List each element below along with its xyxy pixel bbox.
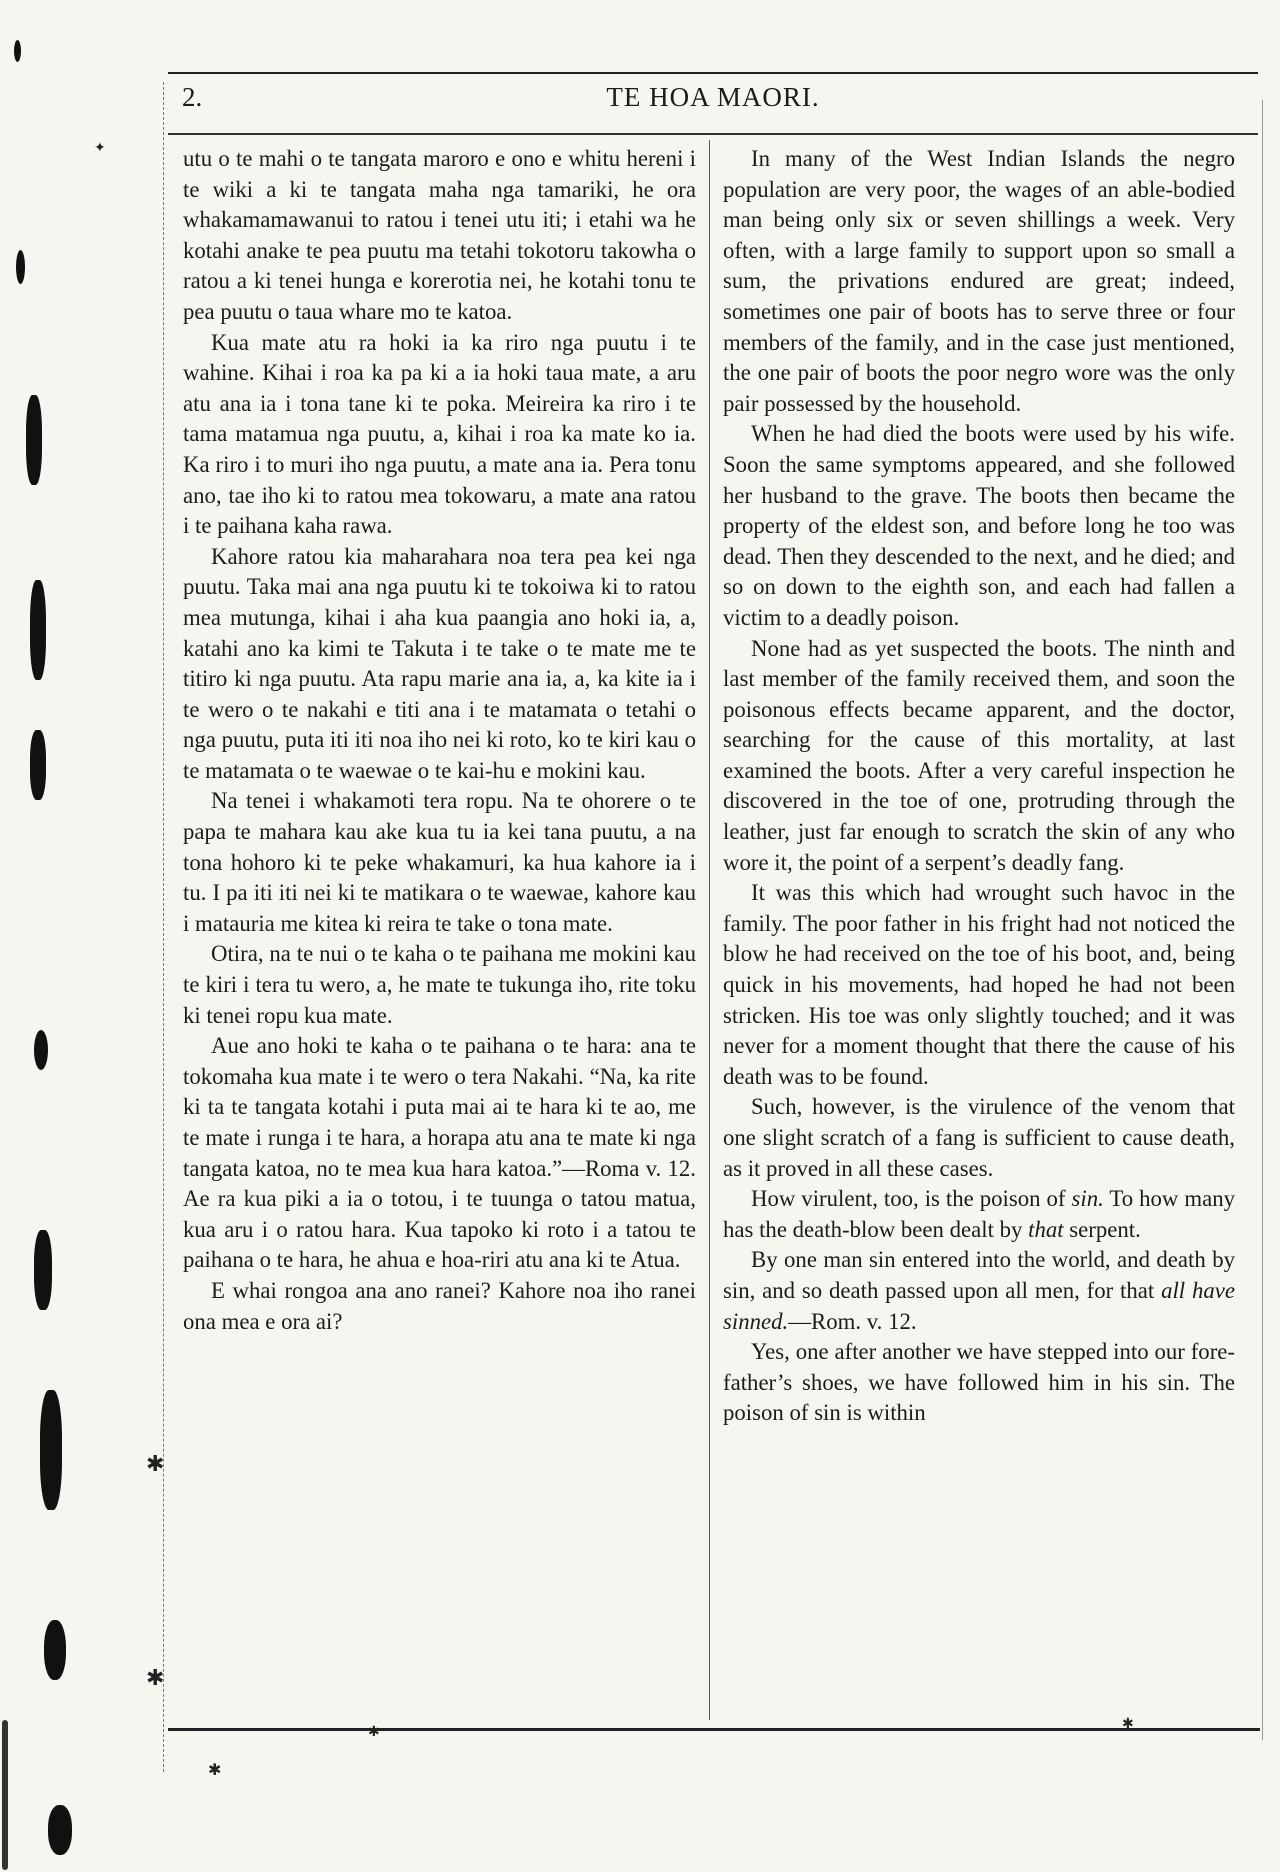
ink-speck: ✱ bbox=[368, 1724, 380, 1740]
column-divider bbox=[709, 140, 710, 1720]
paragraph: None had as yet suspected the boots. The ninth and last member of the family received them, and soon the poisonous effects became apparent, and the doctor, searching for the cause of this mortality, at last examined the boots. After a very careful inspection he discovered in the toe of one, protruding through the leather, just far enough to scratch the skin of any who wore it, the point of a serpent’s deadly fang. bbox=[723, 635, 1235, 875]
english-text-column bbox=[723, 144, 1235, 1429]
ink-speck: ✱ bbox=[146, 1666, 165, 1691]
right-margin-line bbox=[1262, 100, 1263, 1740]
italic-word: sin. bbox=[1071, 1186, 1104, 1212]
ink-blot bbox=[14, 40, 21, 62]
paragraph: Na tenei i whakamoti tera ropu. Na te ohorere o te papa te mahara kau ake kua tu ia kei tana puutu, a na tona hohoro ki te peke whakamuri, ka hua kahore ia i tu. I pa iti iti nei ki te matikara o te waewae, kahore kau i matauria me kitea ki reira te take o tona mate. bbox=[183, 788, 696, 936]
ink-speck: ✦ bbox=[94, 140, 106, 156]
page-number: 2. bbox=[182, 82, 203, 112]
italic-phrase: all have sinned. bbox=[723, 1277, 1235, 1334]
paragraph: In many of the West Indian Islands the negro population are very poor, the wages of an able-bodied man being only six or seven shillings a week. Very often, with a large family to support upon so small a sum, the privations endured are great; indeed, sometimes one pair of boots has to serve three or four members of the family, and in the case just mentioned, the one pair of boots the poor negro wore was the only pair possessed by the household. bbox=[723, 146, 1235, 416]
paragraph: When he had died the boots were used by his wife. Soon the same symptoms appeared, and she followed her husband to the grave. The boots then became the property of the eldest son, and before long he too was dead. Then they descended to the next, and he died; and so on down to the eighth son, and each had fallen a victim to a deadly poison. bbox=[723, 421, 1235, 630]
ink-blot bbox=[2, 1720, 8, 1870]
journal-title: TE HOA MAORI. bbox=[606, 82, 820, 112]
bottom-rule bbox=[168, 1728, 1260, 1731]
paragraph: Kua mate atu ra hoki ia ka riro nga puutu i te wahine. Kihai i roa ka pa ki a ia hoki taua mate, a aru atu ana ia i tona tane ki te poka. Meireira ka riro i te tama matamua nga puutu, a, kihai i roa ka mate ko ia. Ka riro i to muri iho nga puutu, a mate ana ia. Pera tonu ano, tae iho ki to ratou mea tokowaru, a mate ana ratou i te paihana kaha rawa. bbox=[183, 329, 696, 539]
paragraph: Aue ano hoki te kaha o te paihana o te hara: ana te tokomaha kua mate i te wero o tera Nakahi. “Na, ka rite ki ta te tangata kotahi i puta mai ai te hara ki te ao, me te mate i runga i te hara, a horapa atu ana te mate ki nga tangata katoa, no te mea kua hara katoa.”—Roma v. 12. Ae ra kua piki a ia o totou, i te tuunga o tatou matua, kua aru i o ratou hara. Kua tapoko ki roto i a tatou te paihana o te hara, he ahua e hoa-riri atu ana ki te Atua. bbox=[183, 1033, 696, 1273]
running-head bbox=[170, 80, 1256, 124]
paragraph bbox=[723, 1245, 1235, 1337]
paragraph: Yes, one after another we have stepped into our fore-father’s shoes, we have followed him in his sin. The poison of sin is within bbox=[723, 1339, 1235, 1426]
text-span: By one man sin entered into the world, and death by sin, and so death passed upon all men, for that bbox=[723, 1247, 1235, 1303]
ink-blot bbox=[40, 1390, 62, 1510]
text-span: To how many has the death-blow been dealt by bbox=[723, 1186, 1236, 1242]
paragraph bbox=[723, 1184, 1235, 1245]
ink-blot bbox=[16, 250, 25, 284]
ink-speck: ✱ bbox=[146, 1452, 165, 1477]
paragraph: It was this which had wrought such havoc in the family. The poor father in his fright had not noticed the blow he had received on the toe of his boot, and, being quick in his movements, had hoped he had not been stricken. His toe was only slightly touched; and it was never for a moment thought that there the cause of his death was to be found. bbox=[723, 880, 1235, 1089]
ink-blot bbox=[30, 580, 46, 680]
paragraph: Kahore ratou kia maharahara noa tera pea kei nga puutu. Taka mai ana nga puutu ki te tokoiwa ki to ratou mea mutunga, kihai i aha kua paangia ano hoki ia, a, katahi ano ka kimi te Takuta i te take o te mate me te titiro ki nga puutu. Ata rapu marie ana ia, a, ka kite ia i te wero o te nakahi e titi ana i te matamata o tetahi o nga puutu, puta iti iti noa iho nei ki roto, ko te kiri kau o te matamata o te waewae o te kai-hu e mokini kau. bbox=[183, 543, 696, 783]
ink-speck: ✱ bbox=[1122, 1716, 1134, 1732]
header-rule bbox=[168, 133, 1258, 135]
text-span: How virulent, too, is the poison of bbox=[751, 1186, 1072, 1212]
top-rule bbox=[168, 72, 1258, 74]
paragraph: utu o te mahi o te tangata maroro e ono e whitu hereni i te wiki a ki te tangata maha nga tamariki, he ora whakamamawanui to ratou i tenei utu iti; i etahi wa he kotahi anake te pea puutu ma tetahi tokotoru takowha o ratou a ki tenei hunga e korerotia nei, he kotahi tonu te pea puutu o taua whare mo te katoa. bbox=[183, 146, 696, 324]
text-span: serpent. bbox=[1063, 1216, 1141, 1242]
italic-word: that bbox=[1028, 1216, 1064, 1242]
ink-blot bbox=[30, 730, 46, 800]
ink-blot bbox=[44, 1620, 66, 1680]
ink-blot bbox=[34, 1230, 52, 1310]
paragraph: Otira, na te nui o te kaha o te paihana me mokini kau te kiri i tera tu wero, a, he mate te tukunga iho, rite toku ki tenei ropu kua mate. bbox=[183, 941, 696, 1028]
paragraph: E whai rongoa ana ano ranei? Kahore noa iho ranei ona mea e ora ai? bbox=[183, 1277, 696, 1334]
maori-text-column bbox=[183, 144, 696, 1337]
paragraph: Such, however, is the virulence of the venom that one slight scratch of a fang is sufficient to cause death, as it proved in all these cases. bbox=[723, 1094, 1235, 1181]
left-margin-line bbox=[163, 82, 165, 1772]
ink-speck: ✱ bbox=[208, 1760, 222, 1779]
ink-blot bbox=[26, 395, 42, 485]
ink-blot bbox=[34, 1030, 48, 1070]
text-span: —Rom. v. 12. bbox=[788, 1308, 917, 1334]
ink-blot bbox=[48, 1805, 72, 1855]
